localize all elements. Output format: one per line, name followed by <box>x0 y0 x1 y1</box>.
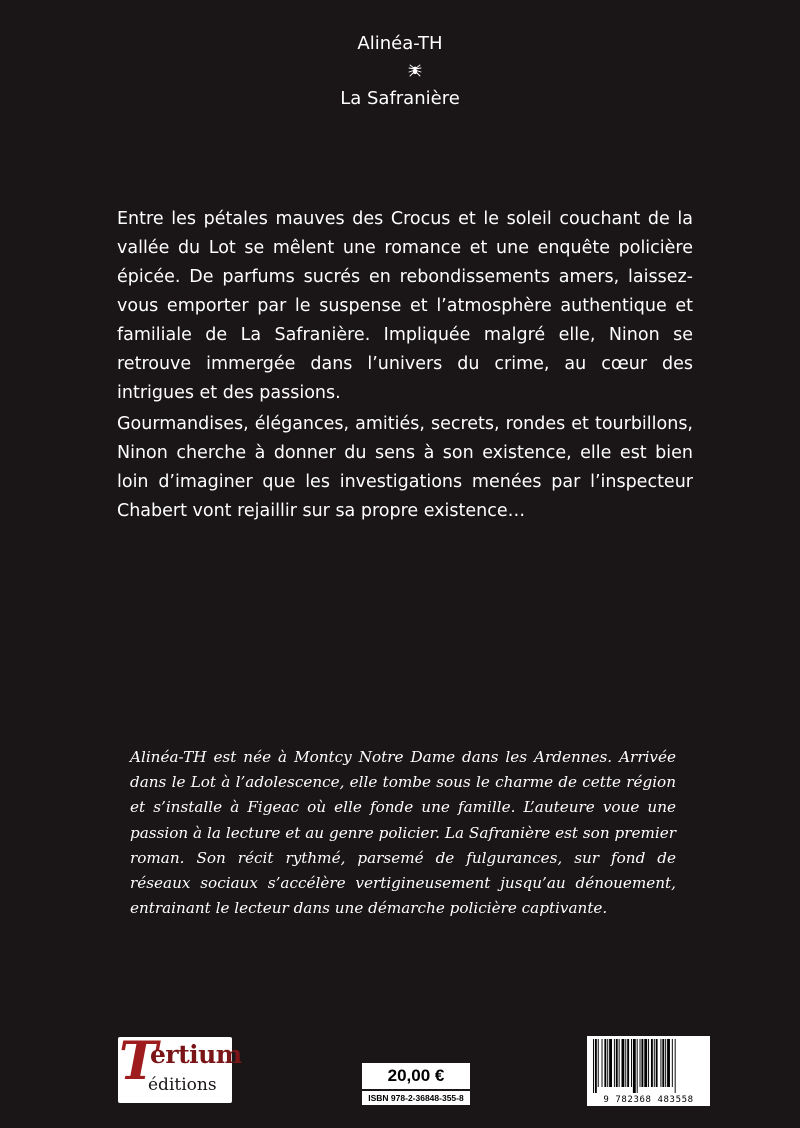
barcode-bar <box>607 1039 608 1087</box>
publisher-logo <box>118 1031 242 1103</box>
publisher-logo-initial: T <box>119 1031 158 1092</box>
barcode-bar <box>651 1039 653 1087</box>
barcode-bar <box>622 1039 625 1087</box>
author-bio: Alinéa-TH est née à Montcy Notre Dame dans les Ardennes. Arrivée dans le Lot à l’adolescence, elle tombe sous le charme de cette région et s’installe à Figeac où elle fonde une famille. L’auteure voue une passion à la lecture et au genre policier. La Safranière est son premier roman. Son récit rythmé, parsemé de fulgurances, sur fond de réseaux sociaux s’accélère vertigineusement jusqu’au dénouement, entrainant le lecteur dans une démarche policière captivante. <box>130 748 676 918</box>
author-name: Alinéa-TH <box>357 33 443 54</box>
barcode-bar <box>660 1039 661 1087</box>
barcode-bar <box>672 1039 673 1087</box>
barcode-bar <box>627 1039 629 1087</box>
barcode-bar <box>665 1039 666 1087</box>
blurb-paragraph-1: Entre les pétales mauves des Crocus et le soleil couchant de la vallée du Lot se mêlent une romance et une enquête policière épicée. De parfums sucrés en rebondissements amers, laissez-vous emporter par le suspense et l’atmosphère authentique et familiale de La Safranière. Impliquée malgré elle, Ninon se retrouve immergée dans l’univers du crime, au cœur des intrigues et des passions. <box>117 209 693 403</box>
barcode-bar <box>641 1039 643 1087</box>
barcode-bar <box>662 1039 664 1087</box>
barcode-bar <box>616 1039 618 1087</box>
barcode-bar <box>604 1039 606 1087</box>
barcode-bar <box>593 1039 594 1093</box>
barcode <box>587 1036 710 1106</box>
barcode-bar <box>654 1039 655 1087</box>
book-title: La Safranière <box>340 88 460 109</box>
barcode-bar <box>631 1039 632 1087</box>
blurb-paragraph-2: Gourmandises, élégances, amitiés, secrets, rondes et tourbillons, Ninon cherche à donner du sens à son existence, elle est bien loin d’imaginer que les investigations menées par l’inspecteur Chabert vont rejaillir sur sa propre existence… <box>117 414 693 521</box>
publisher-logo-subtitle: éditions <box>148 1075 217 1095</box>
price-label: 20,00 € <box>362 1063 470 1089</box>
barcode-bar <box>640 1039 641 1087</box>
barcode-bar <box>598 1039 599 1087</box>
barcode-bar <box>602 1039 603 1087</box>
isbn-label: ISBN 978-2-36848-355-8 <box>362 1091 470 1105</box>
barcode-bar <box>656 1039 658 1087</box>
barcode-bar <box>595 1039 597 1093</box>
barcode-bar <box>644 1039 647 1087</box>
barcode-bar <box>619 1039 620 1087</box>
barcode-bar <box>667 1039 670 1087</box>
publisher-logo-word: ertium <box>150 1040 242 1069</box>
barcode-bar <box>675 1039 676 1093</box>
barcode-digits: 9 782368 483558 <box>587 1095 710 1105</box>
barcode-bar <box>648 1039 649 1087</box>
barcode-bar <box>609 1039 612 1087</box>
spider-icon <box>407 62 423 78</box>
barcode-bar <box>633 1039 636 1093</box>
barcode-icon <box>593 1039 704 1093</box>
barcode-bar <box>637 1039 638 1093</box>
barcode-bar <box>614 1039 615 1087</box>
barcode-bar <box>625 1039 626 1087</box>
